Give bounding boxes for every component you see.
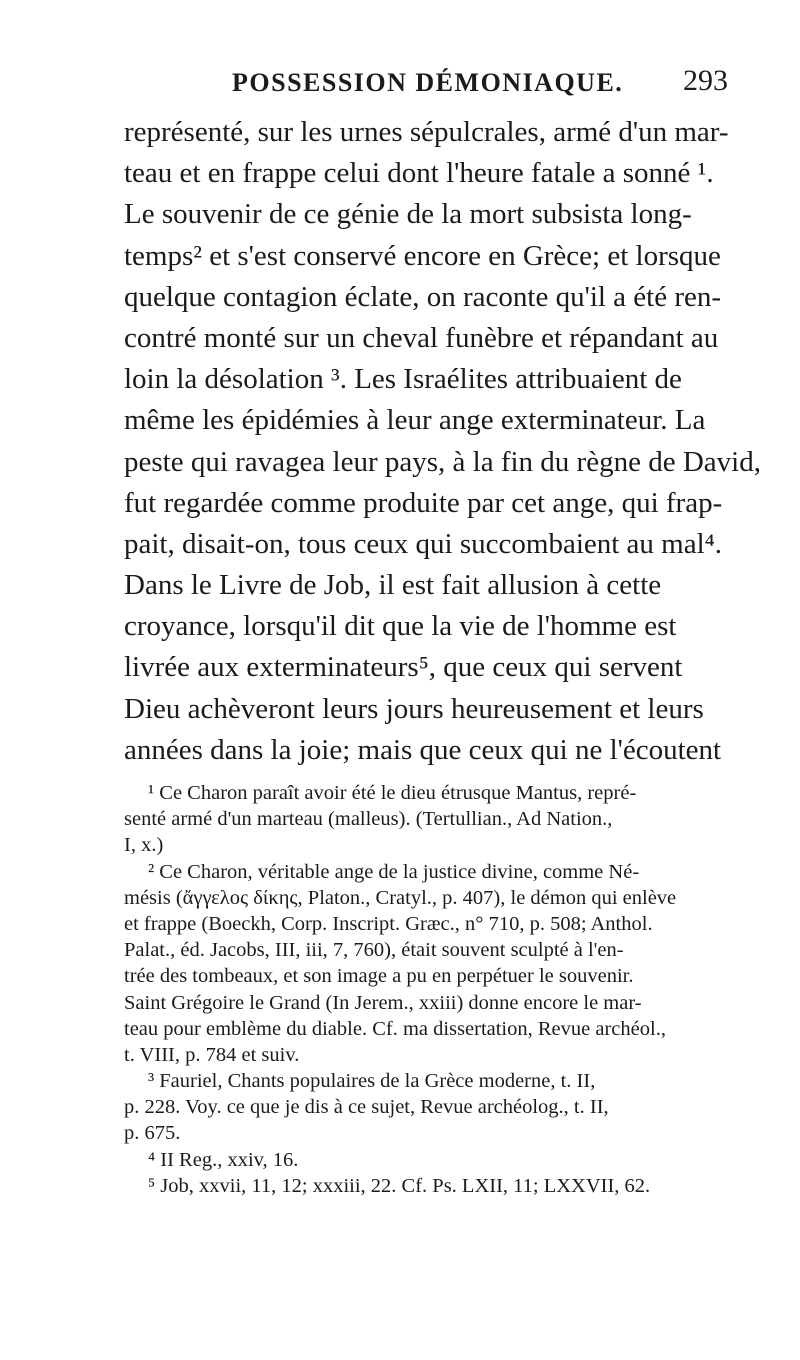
footnote-line: trée des tombeaux, et son image a pu en perpétuer le souvenir. — [124, 965, 634, 988]
footnote-line: I, x.) — [124, 834, 164, 857]
text-line: livrée aux exterminateurs⁵, que ceux qui servent — [124, 651, 683, 684]
text-line: années dans la joie; mais que ceux qui ne l'écoutent — [124, 733, 722, 766]
text-line: croyance, lorsqu'il dit que la vie de l'homme est — [124, 610, 677, 643]
text-line: contré monté sur un cheval funèbre et répandant au — [124, 321, 719, 354]
footnote-line: ² Ce Charon, véritable ange de la justice divine, comme Né- — [148, 860, 640, 883]
main-text — [124, 112, 761, 771]
text-line: Dieu achèveront leurs jours heureusement et leurs — [124, 692, 704, 725]
text-line: quelque contagion éclate, on raconte qu'il a été ren- — [124, 280, 722, 313]
text-line: fut regardée comme produite par cet ange, qui frap- — [124, 486, 723, 519]
footnote-line: p. 228. Voy. ce que je dis à ce sujet, Revue archéolog., t. II, — [124, 1096, 609, 1119]
footnote-line: ⁵ Job, xxvii, 11, 12; xxxiii, 22. Cf. Ps. LXII, 11; LXXVII, 62. — [148, 1174, 651, 1197]
footnote-line: Saint Grégoire le Grand (In Jerem., xxiii) donne encore le mar- — [124, 991, 642, 1014]
page-header — [124, 64, 728, 104]
footnote-line: senté armé d'un marteau (malleus). (Tertullian., Ad Nation., — [124, 808, 613, 831]
text-line: même les épidémies à leur ange exterminateur. La — [124, 404, 706, 437]
text-line: Le souvenir de ce génie de la mort subsista long- — [124, 198, 692, 231]
page-number: 293 — [683, 64, 728, 97]
running-title: POSSESSION DÉMONIAQUE. — [232, 68, 624, 97]
footnote-line: p. 675. — [124, 1122, 181, 1145]
footnote-line: Palat., éd. Jacobs, III, iii, 7, 760), était souvent sculpté à l'en- — [124, 939, 624, 962]
text-line: temps² et s'est conservé encore en Grèce; et lorsque — [124, 239, 721, 272]
text-line: Dans le Livre de Job, il est fait allusion à cette — [124, 569, 662, 602]
text-line: représenté, sur les urnes sépulcrales, armé d'un mar- — [124, 116, 729, 148]
footnote-line: teau pour emblème du diable. Cf. ma dissertation, Revue archéol., — [124, 1017, 666, 1040]
footnote-line: ⁴ II Reg., xxiv, 16. — [148, 1148, 299, 1171]
footnote-line: mésis (ἄγγελος δίκης, Platon., Cratyl., p. 407), le démon qui enlève — [124, 886, 677, 909]
footnote-line: et frappe (Boeckh, Corp. Inscript. Græc., n° 710, p. 508; Anthol. — [124, 912, 653, 935]
footnote-line: t. VIII, p. 784 et suiv. — [124, 1043, 300, 1066]
text-line: teau et en frappe celui dont l'heure fatale a sonné ¹. — [124, 157, 714, 190]
text-line: peste qui ravagea leur pays, à la fin du règne de David, — [124, 445, 761, 478]
footnote-line: ¹ Ce Charon paraît avoir été le dieu étrusque Mantus, repré- — [148, 782, 637, 804]
footnotes — [124, 780, 720, 1199]
text-line: loin la désolation ³. Les Israélites attribuaient de — [124, 363, 682, 396]
footnote-line: ³ Fauriel, Chants populaires de la Grèce moderne, t. II, — [148, 1070, 596, 1093]
text-line: pait, disait-on, tous ceux qui succombaient au mal⁴. — [124, 527, 723, 560]
